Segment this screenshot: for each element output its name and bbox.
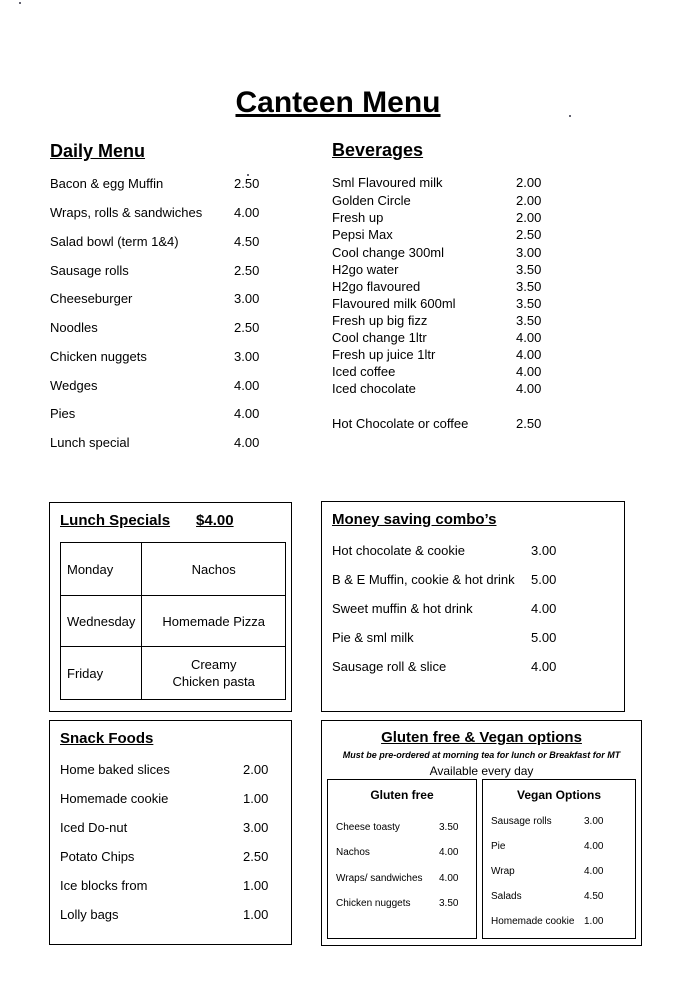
combos-heading: Money saving combo’s xyxy=(332,511,497,528)
item-price: 4.00 xyxy=(439,847,459,858)
item-price: 3.50 xyxy=(516,296,542,311)
item-name: Chicken nuggets xyxy=(50,349,147,364)
item-name: Wedges xyxy=(50,378,98,393)
item-price: 3.50 xyxy=(439,898,459,909)
lunch-specials-table xyxy=(60,542,286,700)
meal-cell: Homemade Pizza xyxy=(142,596,286,647)
item-name: Bacon & egg Muffin xyxy=(50,176,164,191)
item-price: 3.00 xyxy=(531,543,557,558)
item-name: Fresh up juice 1ltr xyxy=(332,347,436,362)
item-price: 4.00 xyxy=(531,659,557,674)
scan-speck xyxy=(19,2,21,4)
item-name: Cheeseburger xyxy=(50,291,133,306)
item-price: 1.00 xyxy=(243,791,269,806)
preorder-note: Must be pre-ordered at morning tea for lunch or Breakfast for MT xyxy=(342,750,621,760)
item-name: Iced coffee xyxy=(332,364,396,379)
item-name: H2go water xyxy=(332,262,399,277)
gluten-free-panel xyxy=(327,779,477,939)
snack-foods-box xyxy=(49,720,292,945)
item-name: Chicken nuggets xyxy=(336,898,411,909)
item-name: Hot Chocolate or coffee xyxy=(332,416,469,431)
item-name: Wraps, rolls & sandwiches xyxy=(50,205,203,220)
item-name: Ice blocks from xyxy=(60,878,148,893)
item-price: 4.00 xyxy=(439,873,459,884)
item-price: 2.00 xyxy=(516,193,542,208)
item-name: Noodles xyxy=(50,320,98,335)
item-name: Salad bowl (term 1&4) xyxy=(50,234,179,249)
item-name: Home baked slices xyxy=(60,762,170,777)
item-price: 2.50 xyxy=(234,263,260,278)
item-price: 4.00 xyxy=(234,435,260,450)
meal-line: Creamy xyxy=(190,657,237,672)
item-price: 2.50 xyxy=(234,176,260,191)
item-name: Cheese toasty xyxy=(336,822,400,833)
item-price: 2.50 xyxy=(234,320,260,335)
item-name: Hot chocolate & cookie xyxy=(332,543,465,558)
item-price: 3.50 xyxy=(516,279,542,294)
item-name: Pie & sml milk xyxy=(332,630,414,645)
meal-cell: Nachos xyxy=(142,543,286,596)
page-title: Canteen Menu xyxy=(235,86,441,119)
item-price: 4.00 xyxy=(234,378,260,393)
item-name: Salads xyxy=(491,891,522,902)
vegan-panel xyxy=(482,779,636,939)
item-price: 2.50 xyxy=(516,416,542,431)
item-price: 3.50 xyxy=(516,313,542,328)
item-name: Flavoured milk 600ml xyxy=(332,296,456,311)
item-price: 1.00 xyxy=(584,916,604,927)
item-price: 4.00 xyxy=(516,364,542,379)
item-price: 1.00 xyxy=(243,878,269,893)
item-name: Homemade cookie xyxy=(60,791,169,806)
item-name: Fresh up xyxy=(332,210,384,225)
item-price: 2.50 xyxy=(243,849,269,864)
item-price: 5.00 xyxy=(531,572,557,587)
table-row xyxy=(61,543,286,596)
item-price: 3.50 xyxy=(516,262,542,277)
item-name: Pies xyxy=(50,406,76,421)
item-price: 3.50 xyxy=(439,822,459,833)
table-row xyxy=(61,596,286,647)
item-price: 2.00 xyxy=(516,175,542,190)
item-name: Homemade cookie xyxy=(491,916,575,927)
day-cell: Monday xyxy=(61,543,142,596)
item-price: 4.00 xyxy=(516,347,542,362)
daily-menu-heading: Daily Menu xyxy=(50,141,146,161)
item-name: Fresh up big fizz xyxy=(332,313,428,328)
item-name: Lunch special xyxy=(50,435,130,450)
item-name: Pie xyxy=(491,841,506,852)
item-price: 4.00 xyxy=(234,205,260,220)
item-name: Lolly bags xyxy=(60,907,119,922)
item-price: 2.00 xyxy=(243,762,269,777)
item-name: Cool change 1ltr xyxy=(332,330,427,345)
item-price: 3.00 xyxy=(516,245,542,260)
item-name: Sausage rolls xyxy=(50,263,129,278)
item-price: 4.00 xyxy=(584,866,604,877)
beverages-heading: Beverages xyxy=(332,140,424,160)
item-price: 1.00 xyxy=(243,907,269,922)
item-price: 4.00 xyxy=(516,330,542,345)
item-name: Iced Do-nut xyxy=(60,820,128,835)
gluten-free-heading: Gluten free xyxy=(370,788,434,802)
item-name: Nachos xyxy=(336,847,370,858)
lunch-specials-title: Lunch Specials xyxy=(60,512,171,529)
item-name: Wrap xyxy=(491,866,515,877)
item-name: Golden Circle xyxy=(332,193,411,208)
item-price: 4.50 xyxy=(584,891,604,902)
item-name: Sweet muffin & hot drink xyxy=(332,601,473,616)
lunch-specials-box xyxy=(49,502,292,712)
vegan-heading: Vegan Options xyxy=(516,788,601,802)
item-name: H2go flavoured xyxy=(332,279,421,294)
gluten-vegan-box xyxy=(321,720,642,946)
snack-foods-heading: Snack Foods xyxy=(60,730,154,747)
item-name: Wraps/ sandwiches xyxy=(336,873,423,884)
item-price: 3.00 xyxy=(234,291,260,306)
item-price: 3.00 xyxy=(584,816,604,827)
item-name: B & E Muffin, cookie & hot drink xyxy=(332,572,515,587)
item-price: 4.00 xyxy=(516,381,542,396)
combos-box xyxy=(321,501,625,712)
item-name: Pepsi Max xyxy=(332,227,393,242)
table-row xyxy=(61,647,286,700)
gluten-vegan-heading: Gluten free & Vegan options xyxy=(381,729,582,746)
item-price: 3.00 xyxy=(243,820,269,835)
item-name: Sml Flavoured milk xyxy=(332,175,443,190)
day-cell: Friday xyxy=(61,647,142,700)
item-price: 4.00 xyxy=(234,406,260,421)
day-cell: Wednesday xyxy=(61,596,142,647)
item-name: Iced chocolate xyxy=(332,381,416,396)
availability-note: Available every day xyxy=(429,764,534,778)
item-name: Sausage rolls xyxy=(491,816,552,827)
item-name: Potato Chips xyxy=(60,849,135,864)
item-price: 5.00 xyxy=(531,630,557,645)
lunch-specials-price: $4.00 xyxy=(196,512,234,529)
item-name: Sausage roll & slice xyxy=(332,659,447,674)
meal-line: Chicken pasta xyxy=(172,674,255,689)
lunch-specials-heading xyxy=(60,512,234,529)
item-price: 4.00 xyxy=(584,841,604,852)
item-price: 2.50 xyxy=(516,227,542,242)
item-price: 3.00 xyxy=(234,349,260,364)
item-name: Cool change 300ml xyxy=(332,245,445,260)
item-price: 4.50 xyxy=(234,234,260,249)
meal-cell xyxy=(142,647,286,700)
item-price: 4.00 xyxy=(531,601,557,616)
item-price: 2.00 xyxy=(516,210,542,225)
